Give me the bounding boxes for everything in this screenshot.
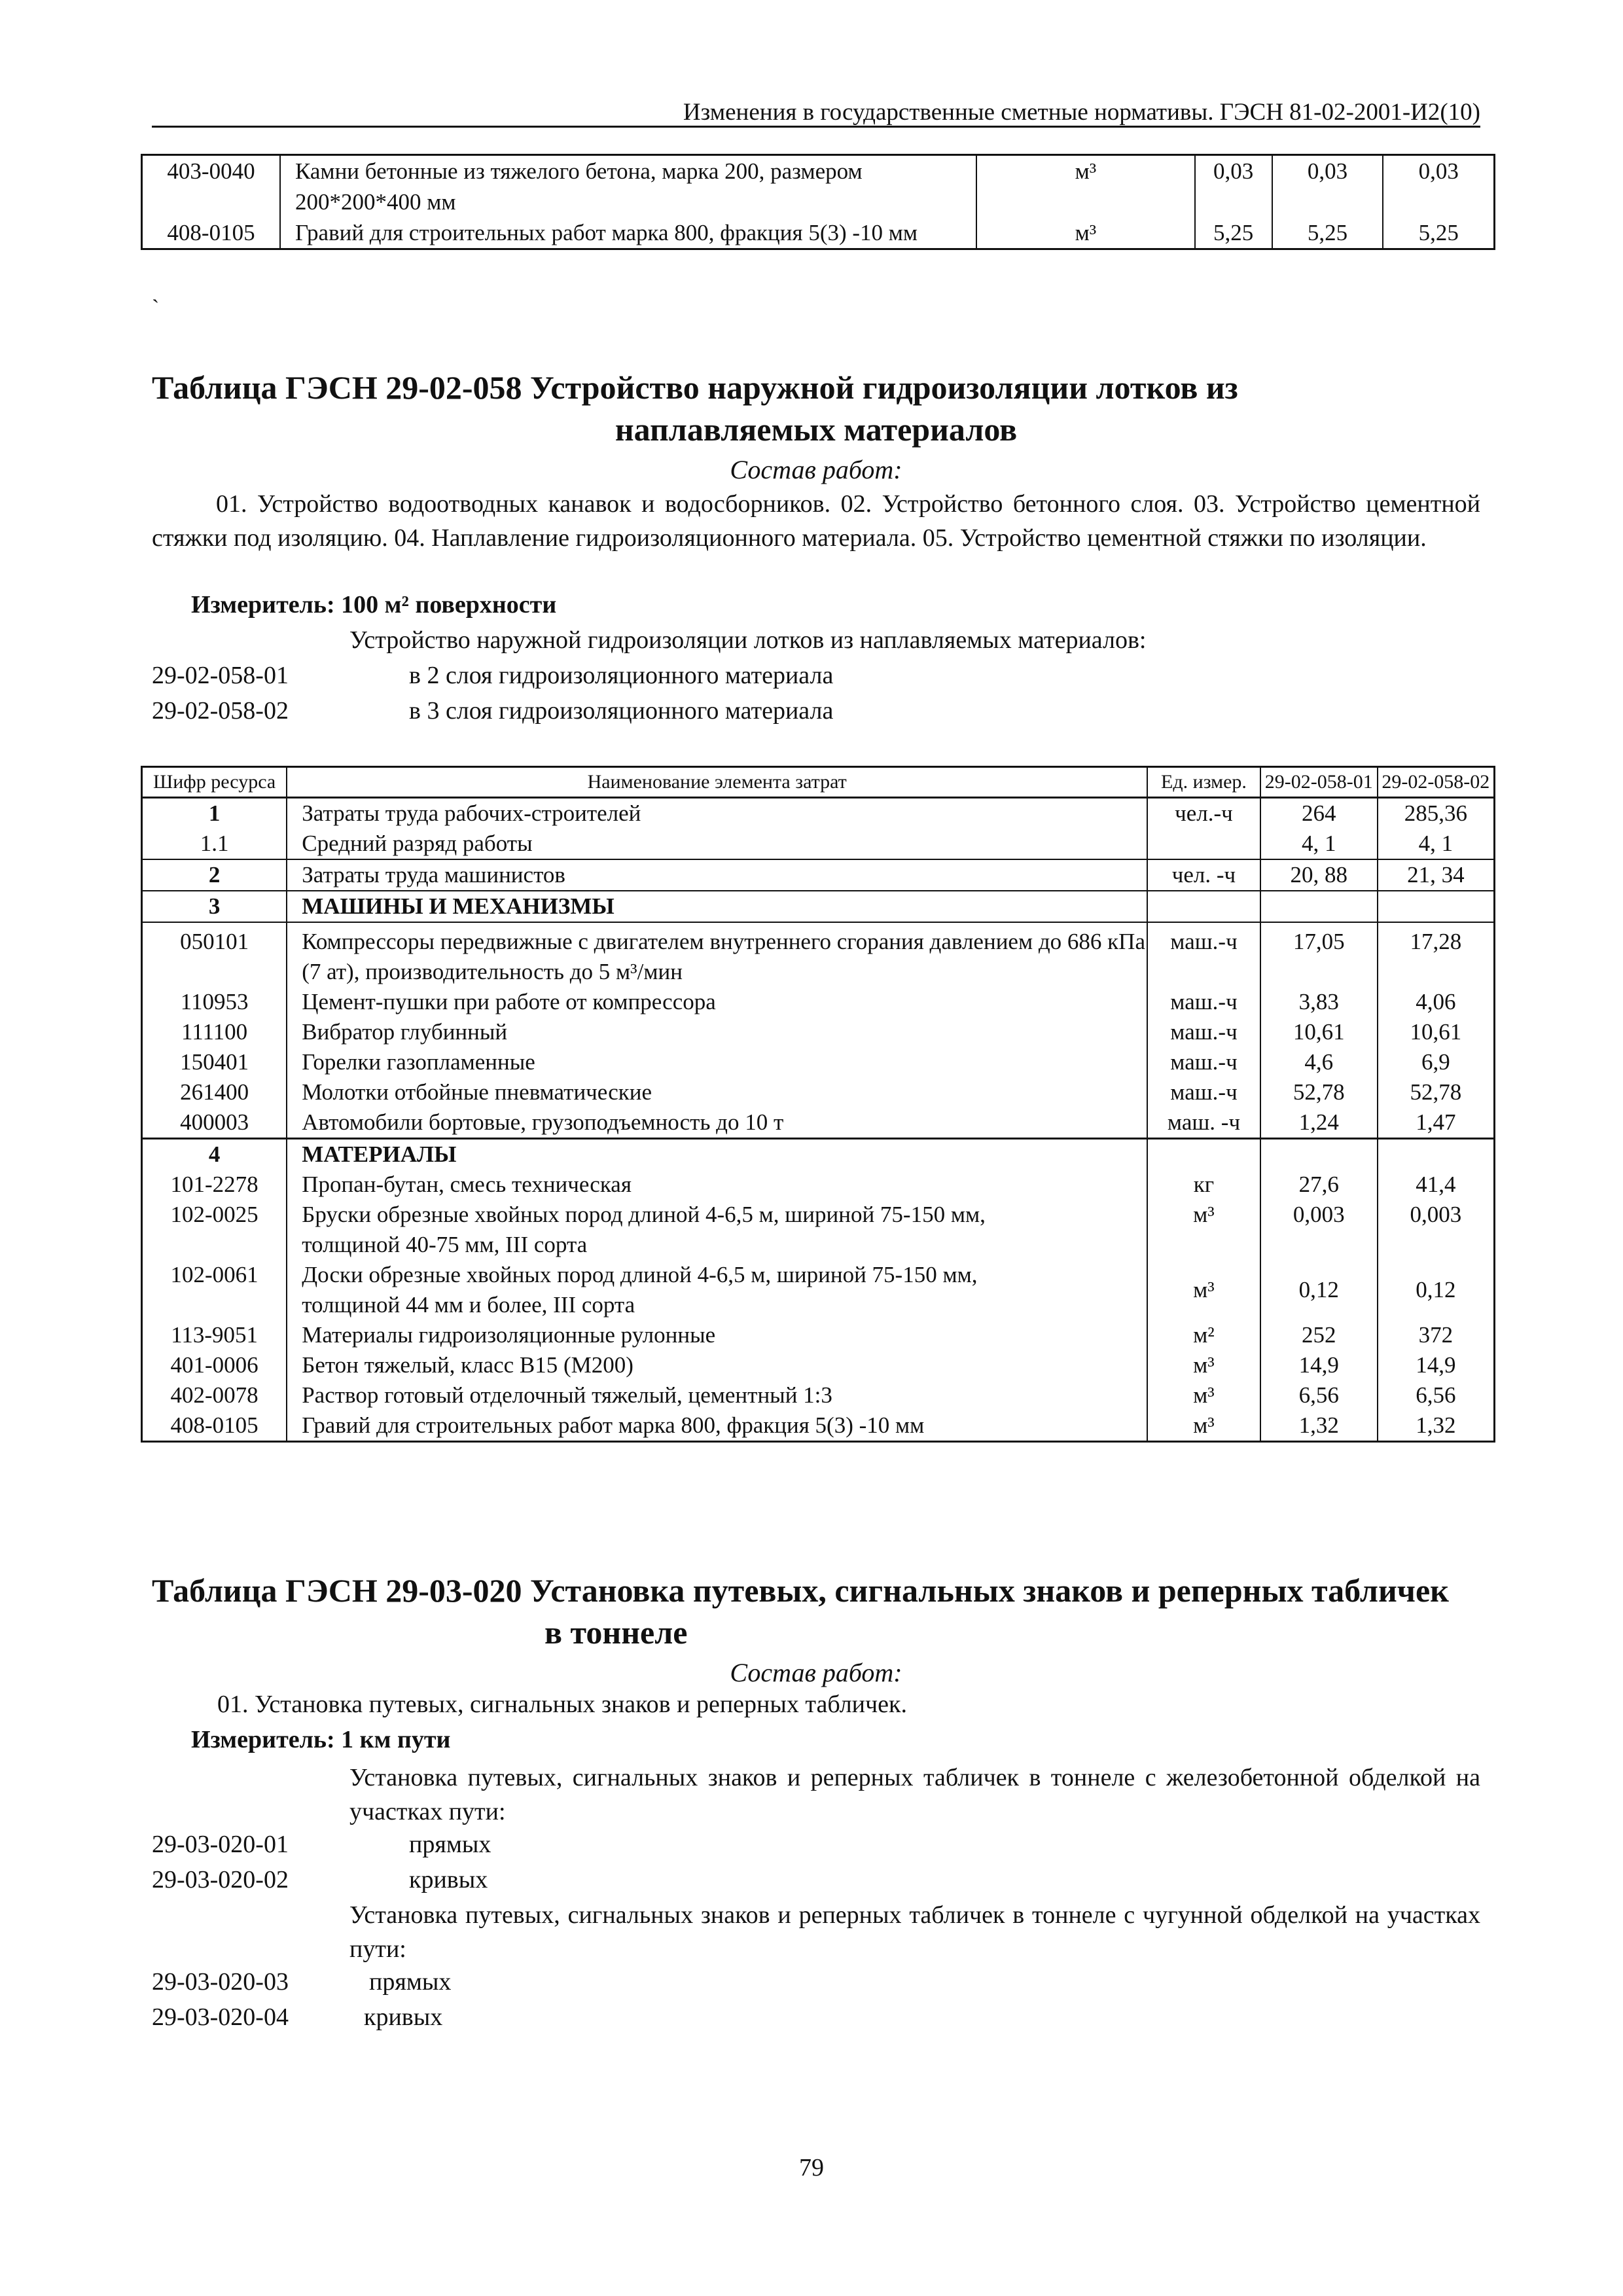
value-col-2: 14,9 <box>1416 1352 1456 1378</box>
work-composition-label: Состав работ: <box>730 1658 902 1687</box>
norm-code: 29-02-058-01 <box>152 662 289 689</box>
value-col-2: 0,03 <box>1272 155 1383 218</box>
unit: м³ <box>976 155 1194 218</box>
norm-code: 29-02-058-02 <box>152 697 289 725</box>
table-row <box>142 1139 1495 1170</box>
unit: чел.-ч <box>1147 798 1260 829</box>
table-row <box>142 987 1495 1017</box>
empty-cell <box>1147 891 1260 922</box>
resource-name: Затраты труда рабочих-строителей <box>287 798 1147 829</box>
value-col-1: 4, 1 <box>1260 829 1378 859</box>
section-name: МАТЕРИАЛЫ <box>287 1139 1147 1170</box>
value-col-1: 1,24 <box>1260 1107 1378 1139</box>
unit: маш.-ч <box>1147 922 1260 987</box>
resource-code: 050101 <box>142 922 287 987</box>
table-row <box>142 1350 1495 1380</box>
measure-unit: Измеритель: 100 м² поверхности <box>191 591 557 619</box>
value-col-1: 4,6 <box>1260 1047 1378 1077</box>
table-row <box>142 1047 1495 1077</box>
value-col-1: 6,56 <box>1260 1380 1378 1410</box>
norm-code: 29-03-020-03 <box>152 1968 289 1996</box>
resource-code: 1 <box>142 798 287 829</box>
work-composition-label: Состав работ: <box>730 455 902 484</box>
stray-mark: ` <box>152 296 160 320</box>
unit: маш.-ч <box>1147 1017 1260 1047</box>
work-composition-text: 01. Установка путевых, сигнальных знаков и реперных табличек. <box>217 1691 907 1718</box>
empty-cell <box>1147 1139 1260 1170</box>
empty-cell <box>1260 891 1378 922</box>
resource-name: Автомобили бортовые, грузоподъемность до 10 т <box>287 1107 1147 1139</box>
norm-code: 29-03-020-04 <box>152 2003 289 2031</box>
table-row <box>142 1320 1495 1350</box>
work-composition-text: 01. Устройство водоотводных канавок и водосборников. 02. Устройство бетонного слоя. 03. Устройство цементной стяжки под изоляцию. 04. Наплавление гидроизоляционного материала. 05. Устройство цементной стяжки по изоляции. <box>152 490 1480 552</box>
header-code: Шифр ресурса <box>142 767 287 798</box>
norm-description: кривых <box>409 1866 488 1893</box>
value-col-2: 5,25 <box>1272 217 1383 249</box>
header-col-2: 29-02-058-02 <box>1378 767 1495 798</box>
value-col-1: 3,83 <box>1260 987 1378 1017</box>
unit: чел. -ч <box>1147 859 1260 891</box>
norm-description: прямых <box>409 1831 491 1858</box>
norm-description: в 3 слоя гидроизоляционного материала <box>409 697 834 725</box>
resource-code: 408-0105 <box>142 1410 287 1442</box>
resource-code: 102-0061 <box>142 1260 287 1320</box>
norm-description: в 2 слоя гидроизоляционного материала <box>409 662 834 689</box>
value-col-1: 17,05 <box>1260 922 1378 987</box>
unit: м³ <box>1147 1410 1260 1442</box>
resource-code: 2 <box>142 859 287 891</box>
resource-name: Бруски обрезные хвойных пород длиной 4-6,5 м, шириной 75-150 мм, толщиной 40-75 мм, III сорта <box>287 1200 1147 1260</box>
resource-code: 261400 <box>142 1077 287 1107</box>
resource-name: Цемент-пушки при работе от компрессора <box>287 987 1147 1017</box>
table-row <box>142 922 1495 987</box>
resource-code: 403-0040 <box>142 155 281 218</box>
section-title: Таблица ГЭСН 29-03-020 Установка путевых, сигнальных знаков и реперных табличек <box>152 1572 1449 1609</box>
norm-description: прямых <box>369 1968 452 1996</box>
unit: маш.-ч <box>1147 1077 1260 1107</box>
resource-name: Затраты труда машинистов <box>287 859 1147 891</box>
section-title-line2: в тоннеле <box>544 1614 688 1651</box>
norm-code: 29-03-020-01 <box>152 1831 289 1858</box>
value-col-2: 372 <box>1418 1322 1454 1348</box>
empty-cell <box>1378 891 1495 922</box>
value-col-1: 10,61 <box>1260 1017 1378 1047</box>
resource-name: Средний разряд работы <box>287 829 1147 859</box>
value-col-1: 20, 88 <box>1260 859 1378 891</box>
norm-description: кривых <box>364 2003 443 2031</box>
value-col-2: 6,56 <box>1416 1382 1456 1408</box>
value-col-2: 1,32 <box>1416 1412 1456 1438</box>
section-code: 4 <box>142 1139 287 1170</box>
section-name: МАШИНЫ И МЕХАНИЗМЫ <box>287 891 1147 922</box>
value-col-2: 4,06 <box>1416 989 1456 1014</box>
table-row <box>142 1410 1495 1442</box>
table-row <box>142 798 1495 829</box>
continuation-table <box>141 154 1495 250</box>
table-row <box>142 891 1495 922</box>
value-col-2: 0,003 <box>1410 1202 1462 1227</box>
resource-name: Горелки газопламенные <box>287 1047 1147 1077</box>
group-description: Устройство наружной гидроизоляции лотков из наплавляемых материалов: <box>349 626 1147 654</box>
header-rule <box>152 126 1480 128</box>
resource-code: 102-0025 <box>142 1200 287 1260</box>
table-row <box>142 1107 1495 1139</box>
resource-code: 402-0078 <box>142 1380 287 1410</box>
table-row <box>142 1170 1495 1200</box>
value-col-2: 10,61 <box>1410 1019 1462 1045</box>
unit: кг <box>1147 1170 1260 1200</box>
unit: м³ <box>1147 1260 1260 1320</box>
norm-code: 29-03-020-02 <box>152 1866 289 1893</box>
value-col-1: 5,25 <box>1195 217 1272 249</box>
unit: маш.-ч <box>1147 987 1260 1017</box>
resource-name: Бетон тяжелый, класс В15 (М200) <box>287 1350 1147 1380</box>
value-col-1: 252 <box>1260 1320 1378 1350</box>
unit: м³ <box>976 217 1194 249</box>
value-col-2: 52,78 <box>1410 1079 1462 1105</box>
header-name: Наименование элемента затрат <box>287 767 1147 798</box>
value-col-2: 17,28 <box>1410 929 1462 954</box>
table-row <box>142 1077 1495 1107</box>
resource-code: 110953 <box>142 987 287 1017</box>
table-row <box>142 217 1495 249</box>
unit: м³ <box>1147 1350 1260 1380</box>
resource-code: 401-0006 <box>142 1350 287 1380</box>
resource-code: 1.1 <box>142 829 287 859</box>
measure-unit: Измеритель: 1 км пути <box>191 1726 451 1753</box>
unit: маш. -ч <box>1147 1107 1260 1139</box>
resource-code: 101-2278 <box>142 1170 287 1200</box>
resource-name: Доски обрезные хвойных пород длиной 4-6,5 м, шириной 75-150 мм, толщиной 44 мм и более, III сорта <box>287 1260 1147 1320</box>
value-col-2: 0,12 <box>1416 1277 1456 1302</box>
running-header: Изменения в государственные сметные нормативы. ГЭСН 81-02-2001-И2(10) <box>683 99 1480 126</box>
table-header-row <box>142 767 1495 798</box>
table-row <box>142 1200 1495 1260</box>
section-title: Таблица ГЭСН 29-02-058 Устройство наружной гидроизоляции лотков из <box>152 369 1238 406</box>
resource-name: Раствор готовый отделочный тяжелый, цементный 1:3 <box>287 1380 1147 1410</box>
resource-name: Молотки отбойные пневматические <box>287 1077 1147 1107</box>
empty-cell <box>1260 1139 1378 1170</box>
unit: м² <box>1147 1320 1260 1350</box>
value-col-1: 1,32 <box>1260 1410 1378 1442</box>
group-description: Установка путевых, сигнальных знаков и реперных табличек в тоннеле с железобетонной обделкой на участках пути: <box>349 1764 1480 1825</box>
empty-cell <box>1378 1139 1495 1170</box>
unit <box>1147 829 1260 859</box>
resource-code: 113-9051 <box>142 1320 287 1350</box>
resource-name: Компрессоры передвижные с двигателем внутреннего сгорания давлением до 686 кПа (7 ат), производительность до 5 м³/мин <box>287 922 1147 987</box>
table-row <box>142 859 1495 891</box>
table-row <box>142 829 1495 859</box>
unit: м³ <box>1147 1200 1260 1260</box>
resource-name: Камни бетонные из тяжелого бетона, марка 200, размером 200*200*400 мм <box>280 155 976 218</box>
value-col-2: 41,4 <box>1416 1172 1456 1197</box>
resource-name: Гравий для строительных работ марка 800, фракция 5(3) -10 мм <box>287 1410 1147 1442</box>
resource-table <box>141 766 1495 1443</box>
value-col-1: 52,78 <box>1260 1077 1378 1107</box>
resource-code: 150401 <box>142 1047 287 1077</box>
unit: м³ <box>1147 1380 1260 1410</box>
value-col-1: 0,12 <box>1260 1260 1378 1320</box>
resource-code: 111100 <box>142 1017 287 1047</box>
resource-code: 408-0105 <box>142 217 281 249</box>
section-code: 3 <box>142 891 287 922</box>
page-number: 79 <box>799 2154 824 2181</box>
section-title-line2: наплавляемых материалов <box>615 411 1018 448</box>
value-col-1: 0,003 <box>1260 1200 1378 1260</box>
value-col-2: 285,36 <box>1404 800 1467 826</box>
value-col-1: 0,03 <box>1195 155 1272 218</box>
value-col-1: 14,9 <box>1260 1350 1378 1380</box>
resource-name: Материалы гидроизоляционные рулонные <box>287 1320 1147 1350</box>
resource-name: Гравий для строительных работ марка 800, фракция 5(3) -10 мм <box>280 217 976 249</box>
table-row <box>142 1260 1495 1320</box>
resource-name: Вибратор глубинный <box>287 1017 1147 1047</box>
value-col-3: 5,25 <box>1418 220 1459 245</box>
value-col-1: 264 <box>1260 798 1378 829</box>
value-col-1: 27,6 <box>1260 1170 1378 1200</box>
value-col-2: 21, 34 <box>1378 859 1495 891</box>
value-col-3: 0,03 <box>1418 158 1459 184</box>
header-unit: Ед. измер. <box>1147 767 1260 798</box>
value-col-2: 6,9 <box>1421 1049 1450 1075</box>
value-col-2: 4, 1 <box>1378 829 1495 859</box>
table-row <box>142 1017 1495 1047</box>
group-description: Установка путевых, сигнальных знаков и реперных табличек в тоннеле с чугунной обделкой на участках пути: <box>349 1901 1480 1963</box>
table-row <box>142 155 1495 218</box>
resource-code: 400003 <box>142 1107 287 1139</box>
resource-name: Пропан-бутан, смесь техническая <box>287 1170 1147 1200</box>
table-row <box>142 1380 1495 1410</box>
header-col-1: 29-02-058-01 <box>1260 767 1378 798</box>
unit: маш.-ч <box>1147 1047 1260 1077</box>
value-col-2: 1,47 <box>1378 1107 1495 1139</box>
